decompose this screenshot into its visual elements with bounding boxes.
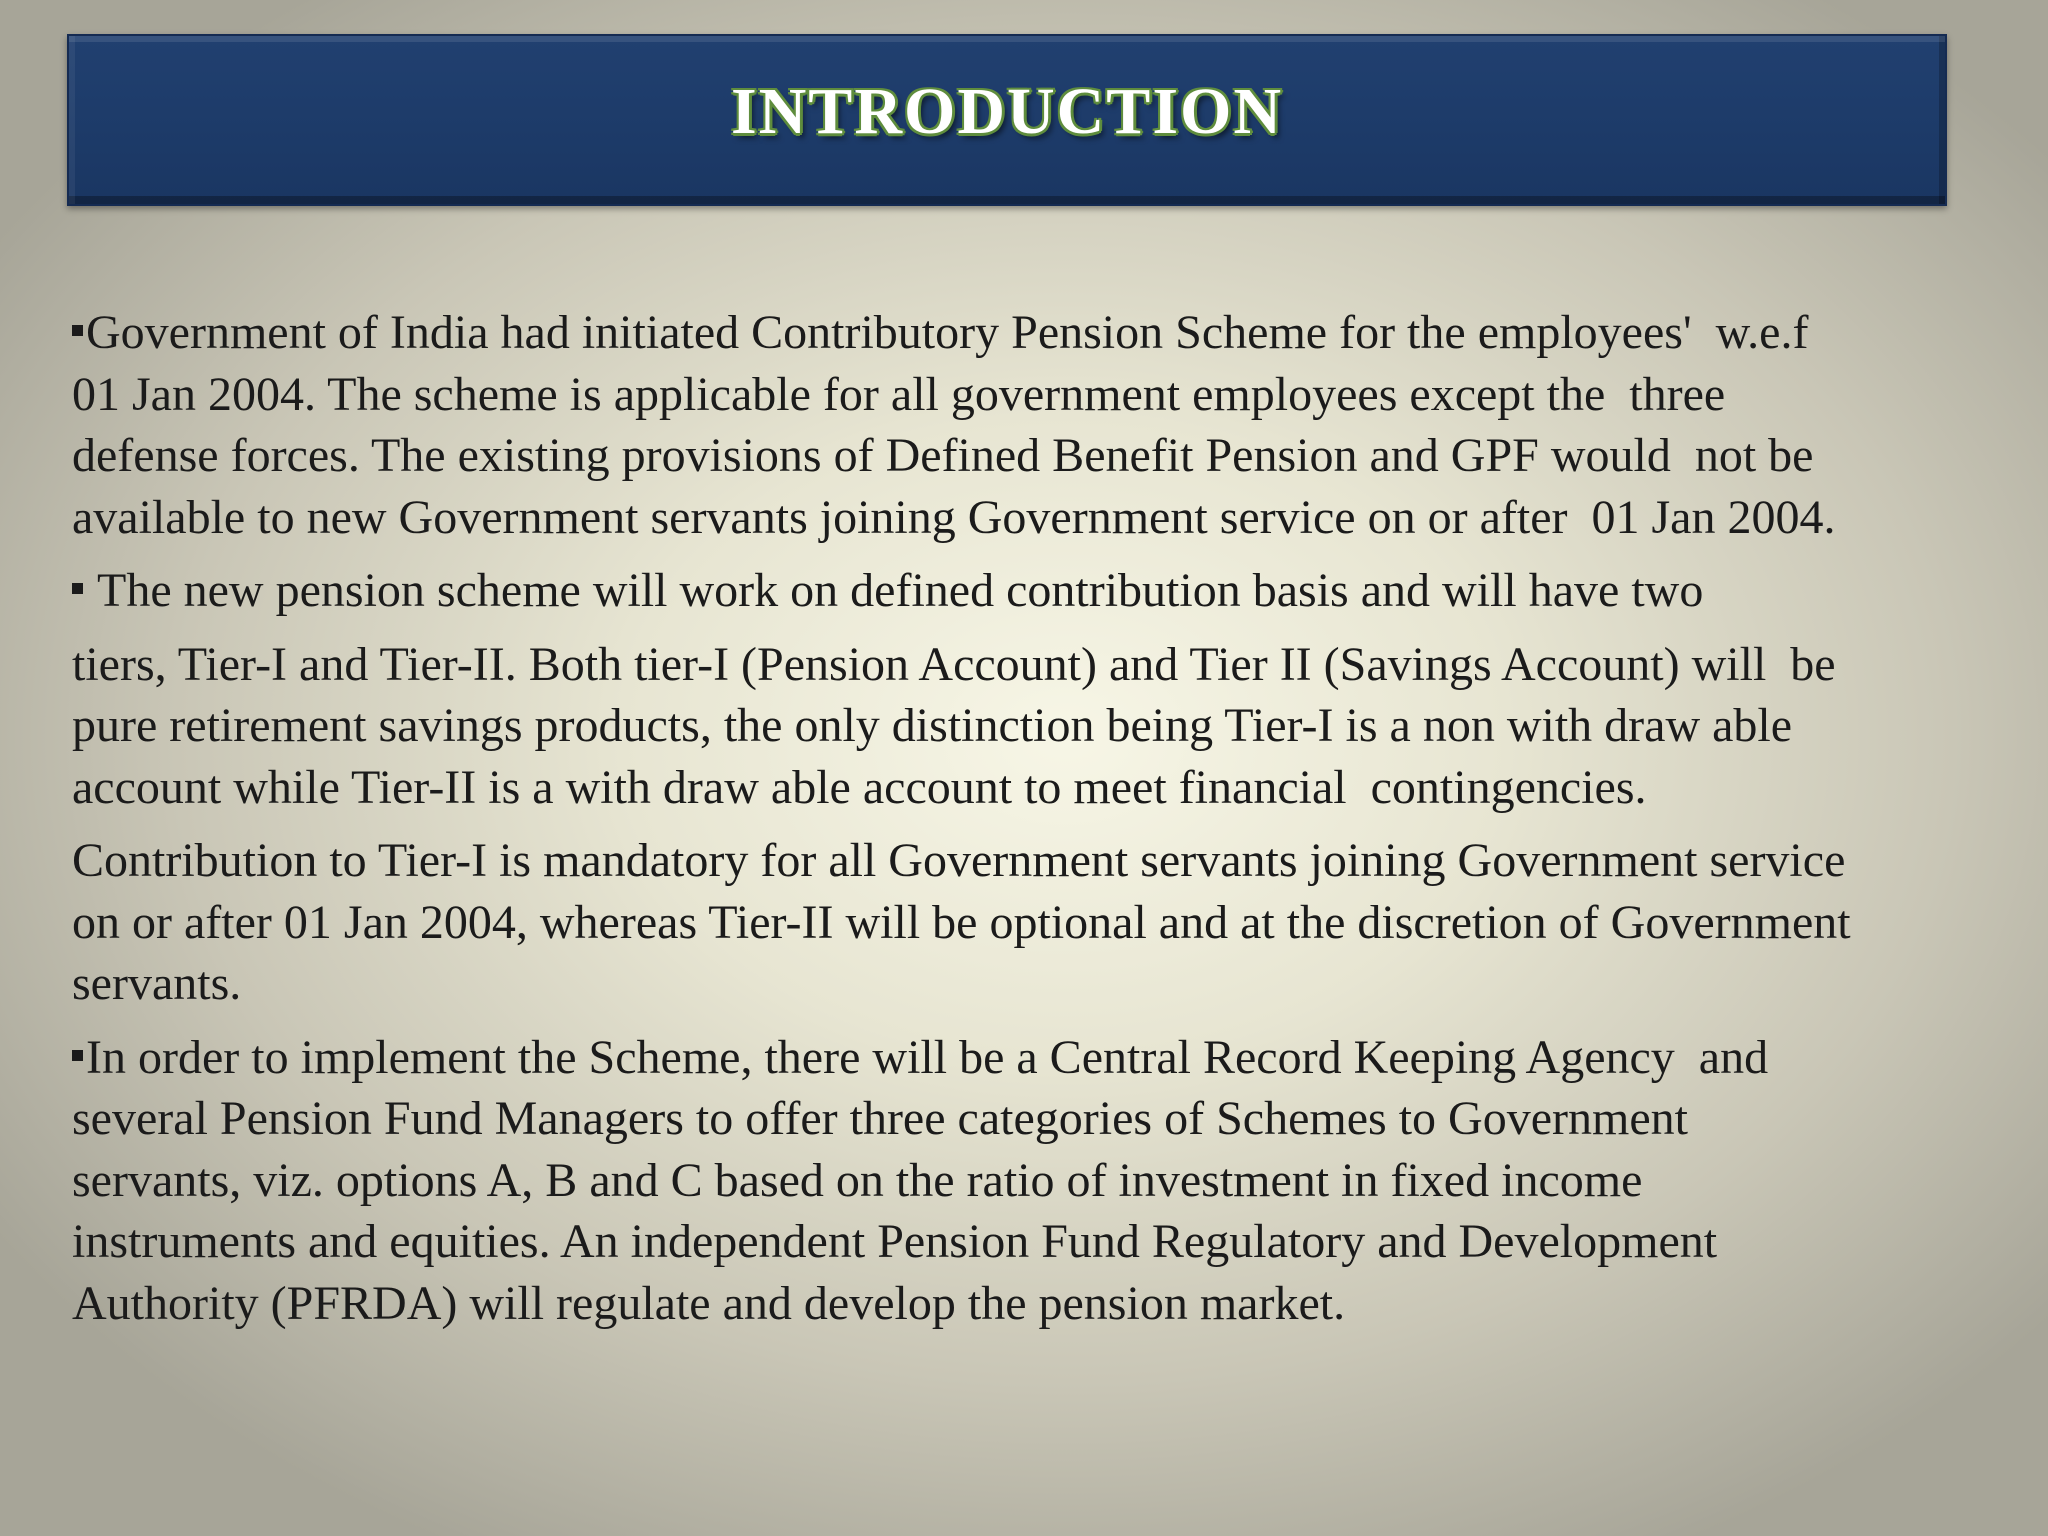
paragraph-4	[72, 830, 2002, 1015]
paragraph-3-line-2: pure retirement savings products, the only distinction being Tier-I is a non with draw able	[72, 699, 1793, 752]
bullet-icon	[72, 583, 83, 594]
slide-title: INTRODUCTION	[730, 75, 1284, 148]
paragraph-3-line-1: tiers, Tier-I and Tier-II. Both tier-I (Pension Account) and Tier II (Savings Account) will be	[72, 637, 1836, 691]
title-banner	[67, 34, 1947, 206]
paragraph-1-line-1: Government of India had initiated Contributory Pension Scheme for the employees' w.e.f	[86, 306, 1809, 359]
paragraph-2	[72, 560, 2002, 622]
paragraph-5-line-2: several Pension Fund Managers to offer three categories of Schemes to Government	[72, 1092, 1688, 1145]
paragraph-5-line-3: servants, viz. options A, B and C based on the ratio of investment in fixed income	[72, 1153, 1643, 1207]
paragraph-4-line-2: on or after 01 Jan 2004, whereas Tier-II will be optional and at the discretion of Government	[72, 895, 1851, 949]
paragraph-2-line-1: The new pension scheme will work on defined contribution basis and will have two	[97, 564, 1704, 617]
paragraph-1-line-2: 01 Jan 2004. The scheme is applicable for all government employees except the three	[72, 367, 1726, 421]
bullet-icon	[72, 325, 83, 336]
paragraph-1	[72, 302, 2002, 548]
paragraph-4-line-3: servants.	[72, 957, 242, 1010]
paragraph-5-line-5: Authority (PFRDA) will regulate and develop the pension market.	[72, 1276, 1346, 1330]
paragraph-5	[72, 1027, 2002, 1335]
paragraph-5-line-4: instruments and equities. An independent Pension Fund Regulatory and Development	[72, 1215, 1718, 1268]
paragraph-1-line-3: defense forces. The existing provisions of Defined Benefit Pension and GPF would not be	[72, 429, 1814, 482]
slide-body	[72, 302, 2002, 1334]
paragraph-3	[72, 634, 2002, 819]
bullet-icon	[72, 1050, 83, 1061]
paragraph-4-line-1: Contribution to Tier-I is mandatory for all Government servants joining Government service	[72, 834, 1846, 887]
paragraph-3-line-3: account while Tier-II is a with draw able account to meet financial contingencies.	[72, 760, 1647, 814]
paragraph-1-line-4: available to new Government servants joining Government service on or after 01 Jan 2004.	[72, 490, 1836, 544]
paragraph-5-line-1: In order to implement the Scheme, there will be a Central Record Keeping Agency and	[86, 1030, 1769, 1084]
